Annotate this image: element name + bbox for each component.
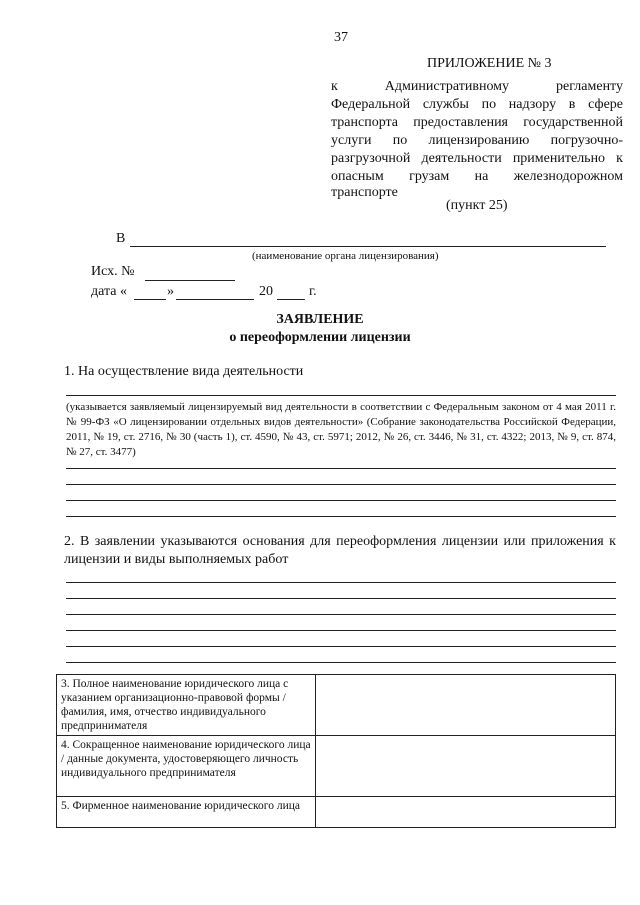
year-suffix: г. [309,284,317,299]
activity-line[interactable] [66,468,616,469]
appendix-line: транспорта предоставления государственной [331,115,623,130]
activity-line[interactable] [66,516,616,517]
addressee-caption: (наименование органа лицензирования) [252,250,439,262]
appendix-title: ПРИЛОЖЕНИЕ № 3 [427,56,552,71]
table-row [57,797,616,828]
reasons-line[interactable] [66,646,616,647]
appendix-line: транспорте [331,185,398,200]
appendix-line: услуги по лицензированию погрузочно- [331,133,623,148]
table-row-label: 4. Сокращенное наименование юридического лица / данные документа, удостоверяющего личность индивидуального предпринимателя [57,736,316,797]
activity-line[interactable] [66,500,616,501]
page-number: 37 [334,30,348,45]
table-row-label: 3. Полное наименование юридического лица с указанием организационно-правовой формы / фамилия, имя, отчество индивидуального предпринимателя [57,675,316,736]
date-year-field[interactable] [277,299,305,300]
activity-field[interactable] [66,395,616,396]
reasons-line[interactable] [66,614,616,615]
outgoing-number-label: Исх. № [91,264,135,279]
date-mid: » [167,284,174,299]
date-prefix: дата « [91,284,127,299]
table-row-label: 5. Фирменное наименование юридического лица [57,797,316,828]
appendix-line: разгрузочной деятельности применительно к [331,151,623,166]
appendix-line: Федеральной службы по надзору в сфере [331,97,623,112]
reasons-line[interactable] [66,662,616,663]
activity-line[interactable] [66,484,616,485]
appendix-point: (пункт 25) [446,198,508,213]
date-day-field[interactable] [134,299,166,300]
document-subtitle: о переоформлении лицензии [229,330,411,345]
addressee-field[interactable] [130,246,606,247]
section-2-text: 2. В заявлении указываются основания для переоформления лицензии или приложения к лицензии и виды выполняемых работ [64,534,616,567]
table-row [57,675,616,736]
table-row-value[interactable] [316,736,616,797]
appendix-line: к Административному регламенту [331,79,623,94]
table-row-value[interactable] [316,675,616,736]
date-month-field[interactable] [176,299,254,300]
table-row-value[interactable] [316,797,616,828]
applicant-table [56,674,616,828]
document-title: ЗАЯВЛЕНИЕ [276,312,364,327]
year-prefix: 20 [259,284,273,299]
reasons-line[interactable] [66,582,616,583]
reasons-line[interactable] [66,630,616,631]
outgoing-number-field[interactable] [145,280,235,281]
table-row [57,736,616,797]
section-1-label: 1. На осуществление вида деятельности [64,364,304,379]
addressee-prefix: В [116,231,126,246]
reasons-line[interactable] [66,598,616,599]
appendix-line: опасным грузам на железнодорожном [331,169,623,184]
section-1-note: (указывается заявляемый лицензируемый вид деятельности в соответствии с Федеральным законом от 4 мая 2011 г. № 99-ФЗ «О лицензировании отдельных видов деятельности» (Собрание законодательства Российской Федерации, 2011, № 19, ст. 2716, № 30 (часть 1), ст. 4590, № 43, ст. 5971; 2012, № 26, ст. 3446, № 31, ст. 4322; 2013, № 9, ст. 874, № 27, ст. 3477) [66,401,616,458]
